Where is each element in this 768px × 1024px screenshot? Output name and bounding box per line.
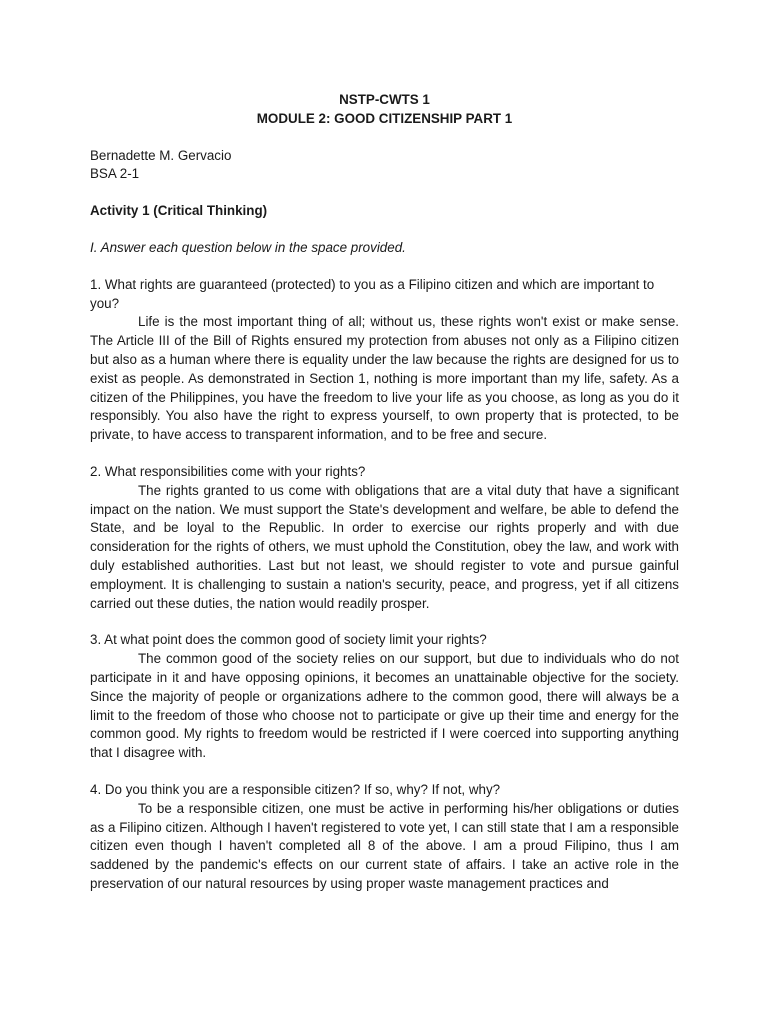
module-title: MODULE 2: GOOD CITIZENSHIP PART 1 <box>256 110 513 126</box>
question-block-1 <box>90 276 679 445</box>
author-name: Bernadette M. Gervacio <box>90 147 232 163</box>
instruction-text: I. Answer each question below in the space provided. <box>90 239 406 255</box>
question-text: 4. Do you think you are a responsible citizen? If so, why? If not, why? <box>90 781 501 797</box>
answer-text: To be a responsible citizen, one must be active in performing his/her obligations or duties as a Filipino citizen. Although I haven't registered to vote yet, I can still state that I am a responsible citizen even though I haven't completed all 8 of the above. I am a proud Filipino, thus I am saddened by the pandemic's effects on our current state of affairs. I take an active role in the preservation of our natural resources by using proper waste management practices and <box>90 800 679 891</box>
author-block <box>90 147 679 185</box>
question-text: 3. At what point does the common good of society limit your rights? <box>90 632 487 648</box>
question-text: 1. What rights are guaranteed (protected) to you as a Filipino citizen and which are important to you? <box>90 276 655 311</box>
author-section: BSA 2-1 <box>90 166 140 182</box>
answer-text: The common good of the society relies on our support, but due to individuals who do not participate in it and have opposing opinions, it becomes an unattainable objective for the society. Since the majority of people or organizations adhere to the common good, there will always be a limit to the freedom of those who choose not to participate or give up their time and energy for the common good. My rights to freedom would be restricted if I were coerced into supporting anything that I disagree with. <box>90 651 679 761</box>
activity-title: Activity 1 (Critical Thinking) <box>90 203 268 219</box>
question-block-2 <box>90 463 679 613</box>
answer-text: The rights granted to us come with obligations that are a vital duty that have a significant impact on the nation. We must support the State's development and welfare, be able to defend the State, and be loyal to the Republic. In order to exercise our rights properly and with due consideration for the rights of others, we must uphold the Constitution, obey the law, and work with duly established authorities. Last but not least, we should register to vote and pursue gainful employment. It is challenging to sustain a nation's security, peace, and progress, yet if all citizens carried out these duties, the nation would readily prosper. <box>90 482 679 611</box>
answer-text: Life is the most important thing of all; without us, these rights won't exist or make sense. The Article III of the Bill of Rights ensured my protection from abuses not only as a Filipino citizen but also as a human where there is equality under the law because the rights are designed for us to exist as people. As demonstrated in Section 1, nothing is more important than my life, safety. As a citizen of the Philippines, you have the freedom to live your life as you choose, as long as you do it responsibly. You also have the right to express yourself, to own property that is protected, to be private, to have access to transparent information, and to be free and secure. <box>90 314 679 443</box>
question-block-3 <box>90 631 679 763</box>
question-block-4 <box>90 781 679 894</box>
question-text: 2. What responsibilities come with your rights? <box>90 463 366 479</box>
course-title: NSTP-CWTS 1 <box>339 92 430 107</box>
